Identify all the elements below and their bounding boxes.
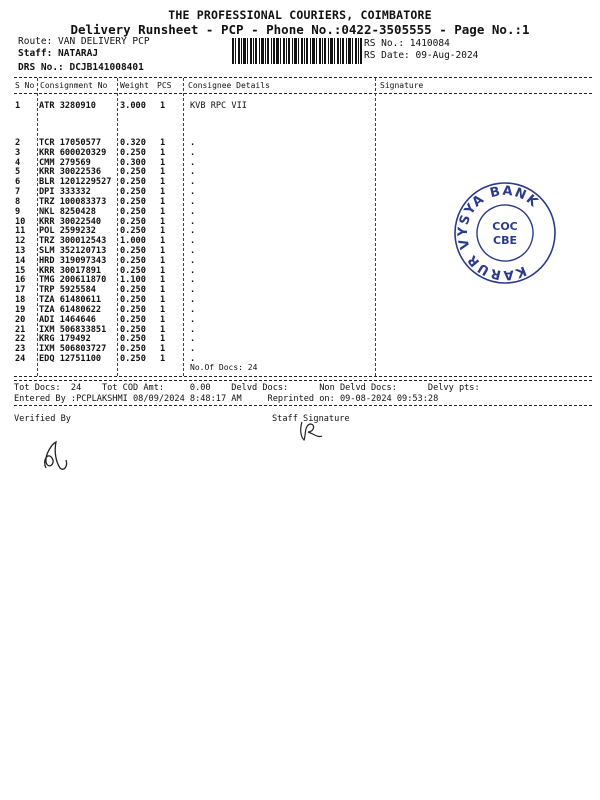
weight-value: 0.250 (120, 265, 146, 276)
row-sno: 17 (15, 285, 26, 296)
row-sno: 15 (15, 265, 26, 276)
weight-value: 0.250 (120, 285, 146, 296)
pcs-value: 1 (160, 324, 166, 335)
pcs-value: 1 (160, 187, 166, 198)
consignee-details: KVB RPC VII (190, 101, 247, 111)
consignment-number: NKL 8250428 (39, 206, 96, 217)
consignment-number: KRR 30017891 (39, 265, 102, 276)
table-bottom-rule (14, 376, 592, 377)
consignment-number: EDQ 12751100 (39, 354, 102, 365)
table-row (0, 305, 600, 315)
row-sno: 21 (15, 324, 26, 335)
weight-value: 0.250 (120, 334, 146, 345)
pcs-value: 1 (160, 167, 166, 178)
consignment-number: BLR 1201229527 (39, 177, 112, 188)
row-sno: 6 (15, 177, 21, 188)
row-sno: 20 (15, 314, 26, 325)
pcs-value: 1 (160, 101, 166, 111)
weight-value: 3.000 (120, 101, 146, 111)
consignee-details: . (190, 255, 196, 266)
rs-number: RS No.: 1410084 (364, 38, 450, 49)
row-sno: 23 (15, 344, 26, 355)
row-sno: 16 (15, 275, 26, 286)
weight-value: 1.000 (120, 236, 146, 247)
staff-label: Staff: NATARAJ (18, 48, 99, 59)
consignment-number: HRD 319097343 (39, 255, 107, 266)
staff-signature-label: Staff Signature (272, 414, 350, 424)
consignment-number: ATR 3280910 (39, 101, 96, 111)
consignee-details: . (190, 246, 196, 257)
pcs-value: 1 (160, 295, 166, 306)
pcs-value: 1 (160, 138, 166, 148)
table-row (0, 158, 600, 168)
weight-value: 0.250 (120, 187, 146, 198)
weight-value: 0.250 (120, 226, 146, 237)
consignee-details: . (190, 275, 196, 286)
col-header-signature: Signature (380, 81, 424, 90)
consignee-details: . (190, 196, 196, 207)
totals-line: Tot Docs: 24 Tot COD Amt: 0.00 Delvd Docs: Non Delvd Docs: Delvy pts: (14, 383, 480, 393)
no-of-docs: No.Of Docs: 24 (190, 363, 258, 372)
staff-signature (292, 418, 338, 444)
col-header-weight: Weight (120, 81, 149, 90)
pcs-value: 1 (160, 236, 166, 247)
weight-value: 0.250 (120, 324, 146, 335)
pcs-value: 1 (160, 226, 166, 237)
consignee-details: . (190, 304, 196, 315)
consignment-number: POL 2599232 (39, 226, 96, 237)
row-sno: 5 (15, 167, 21, 178)
pcs-value: 1 (160, 304, 166, 315)
weight-value: 0.250 (120, 177, 146, 188)
pcs-value: 1 (160, 157, 166, 168)
consignment-number: TRP 5925584 (39, 285, 96, 296)
row-sno: 9 (15, 206, 21, 217)
consignment-number: ADI 1464646 (39, 314, 96, 325)
consignee-details: . (190, 138, 196, 148)
consignment-number: IXM 506833851 (39, 324, 107, 335)
runsheet-title: Delivery Runsheet - PCP - Phone No.:0422-3505555 - Page No.:1 (70, 22, 530, 37)
weight-value: 0.250 (120, 354, 146, 365)
table-row (0, 101, 600, 111)
col-header-sno: S No (15, 81, 35, 90)
row-sno: 1 (15, 101, 21, 111)
consignee-details: . (190, 147, 196, 158)
route-label: Route: VAN DELIVERY PCP (18, 36, 150, 47)
row-sno: 3 (15, 147, 21, 158)
consignee-details: . (190, 177, 196, 188)
pcs-value: 1 (160, 216, 166, 227)
weight-value: 0.320 (120, 138, 146, 148)
row-sno: 8 (15, 196, 21, 207)
pcs-value: 1 (160, 285, 166, 296)
weight-value: 0.250 (120, 295, 146, 306)
consignee-details: . (190, 295, 196, 306)
consignee-details: . (190, 226, 196, 237)
pcs-value: 1 (160, 206, 166, 217)
consignment-number: TRZ 300012543 (39, 236, 107, 247)
pcs-value: 1 (160, 147, 166, 158)
entered-by-line: Entered By :PCPLAKSHMI 08/09/2024 8:48:17 AM Reprinted on: 09-08-2024 09:53:28 (14, 394, 439, 404)
consignee-details: . (190, 167, 196, 178)
consignee-details: . (190, 324, 196, 335)
table-row (0, 354, 600, 364)
consignee-details: . (190, 187, 196, 198)
consignee-details: . (190, 236, 196, 247)
consignment-number: TRZ 100083373 (39, 196, 107, 207)
row-sno: 12 (15, 236, 26, 247)
table-row (0, 148, 600, 158)
consignment-number: KRR 30022536 (39, 167, 102, 178)
row-sno: 4 (15, 157, 21, 168)
consignment-number: CMM 279569 (39, 157, 91, 168)
col-header-pcs: PCS (157, 81, 172, 90)
table-top-rule (14, 77, 592, 78)
consignment-number: TZA 61480611 (39, 295, 102, 306)
stamp-line2: CBE (493, 234, 517, 247)
row-sno: 18 (15, 295, 26, 306)
weight-value: 0.250 (120, 255, 146, 266)
table-row (0, 315, 600, 325)
pcs-value: 1 (160, 255, 166, 266)
bank-stamp-seal (452, 180, 558, 286)
company-name: THE PROFESSIONAL COURIERS, COIMBATORE (168, 8, 432, 22)
weight-value: 0.250 (120, 147, 146, 158)
weight-value: 0.250 (120, 246, 146, 257)
stamp-line1: COC (492, 220, 518, 233)
table-header-rule (14, 93, 592, 94)
footer-top-rule (14, 380, 592, 381)
table-row (0, 334, 600, 344)
consignee-details: . (190, 314, 196, 325)
weight-value: 0.250 (120, 344, 146, 355)
consignment-number: KRG 179492 (39, 334, 91, 345)
consignment-number: TMG 200611870 (39, 275, 107, 286)
pcs-value: 1 (160, 314, 166, 325)
consignee-details: . (190, 354, 196, 365)
consignee-details: . (190, 285, 196, 296)
table-row (0, 344, 600, 354)
weight-value: 0.300 (120, 157, 146, 168)
pcs-value: 1 (160, 334, 166, 345)
weight-value: 1.100 (120, 275, 146, 286)
pcs-value: 1 (160, 275, 166, 286)
stamp-outer-text: KARUR VYSYA BANK (455, 183, 542, 283)
consignee-details: . (190, 216, 196, 227)
table-row (0, 325, 600, 335)
weight-value: 0.250 (120, 314, 146, 325)
weight-value: 0.250 (120, 167, 146, 178)
consignee-details: . (190, 157, 196, 168)
row-sno: 13 (15, 246, 26, 257)
consignment-number: KRR 30022540 (39, 216, 102, 227)
verifier-signature (38, 438, 72, 474)
row-sno: 19 (15, 304, 26, 315)
barcode (232, 38, 362, 64)
row-sno: 24 (15, 354, 26, 365)
weight-value: 0.250 (120, 206, 146, 217)
pcs-value: 1 (160, 354, 166, 365)
row-sno: 22 (15, 334, 26, 345)
consignee-details: . (190, 344, 196, 355)
consignee-details: . (190, 265, 196, 276)
verified-by-label: Verified By (14, 414, 71, 424)
row-sno: 14 (15, 255, 26, 266)
consignee-details: . (190, 334, 196, 345)
pcs-value: 1 (160, 246, 166, 257)
pcs-value: 1 (160, 265, 166, 276)
row-sno: 7 (15, 187, 21, 198)
col-header-consignee: Consignee Details (188, 81, 270, 90)
consignee-details: . (190, 206, 196, 217)
consignment-number: IXM 506803727 (39, 344, 107, 355)
weight-value: 0.250 (120, 304, 146, 315)
table-row (0, 295, 600, 305)
consignment-number: TCR 17050577 (39, 138, 102, 148)
weight-value: 0.250 (120, 196, 146, 207)
consignment-number: TZA 61480622 (39, 304, 102, 315)
table-row (0, 138, 600, 148)
weight-value: 0.250 (120, 216, 146, 227)
row-sno: 10 (15, 216, 26, 227)
pcs-value: 1 (160, 196, 166, 207)
col-header-consignment: Consignment No (40, 81, 108, 90)
row-sno: 2 (15, 138, 21, 148)
drs-number: DRS No.: DCJB141008401 (18, 62, 144, 73)
consignment-number: KRR 600020329 (39, 147, 107, 158)
footer-bottom-rule (14, 405, 592, 406)
pcs-value: 1 (160, 344, 166, 355)
svg-text:KARUR VYSYA BANK (452, 180, 558, 286)
consignment-number: SLM 352120713 (39, 246, 107, 257)
table-row (0, 285, 600, 295)
row-sno: 11 (15, 226, 26, 237)
rs-date: RS Date: 09-Aug-2024 (364, 50, 479, 61)
pcs-value: 1 (160, 177, 166, 188)
consignment-number: DPI 333332 (39, 187, 91, 198)
table-row (0, 167, 600, 177)
